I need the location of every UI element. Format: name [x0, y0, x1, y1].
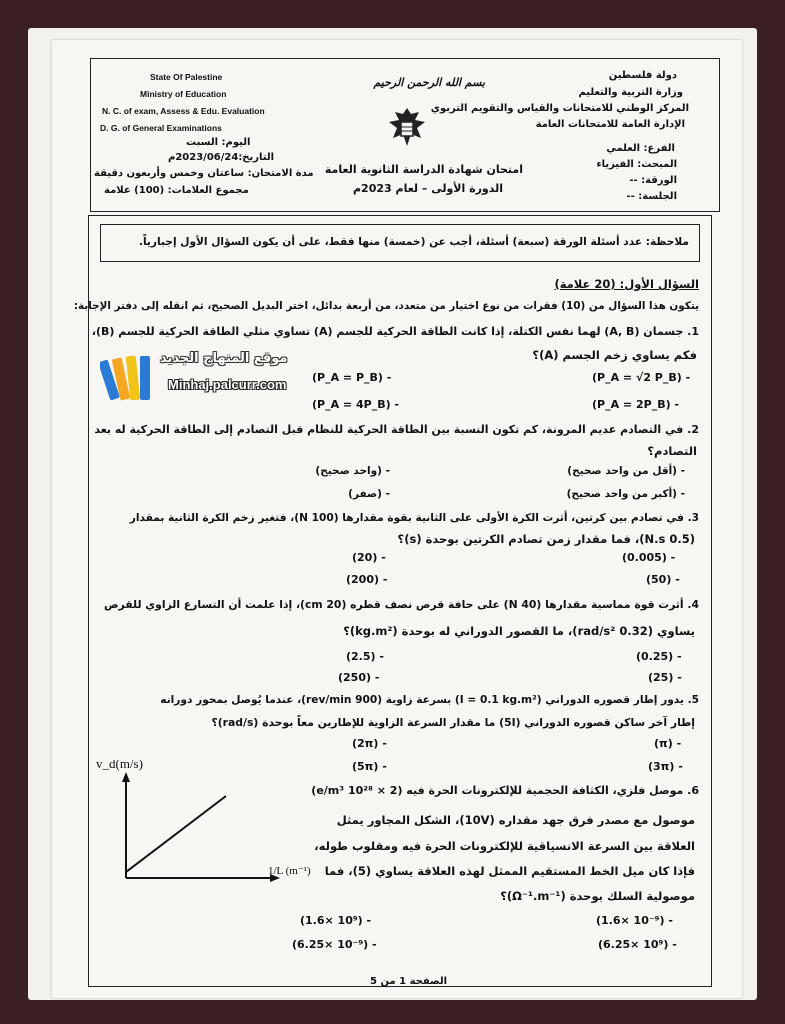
- q4-option: (0.25) -: [636, 650, 682, 663]
- q3-option: (0.005) -: [622, 551, 676, 564]
- q3-option: (200) -: [346, 573, 388, 586]
- q4-option: (25) -: [648, 671, 682, 684]
- palestine-eagle-emblem-icon: [384, 104, 430, 150]
- data-line: [126, 796, 226, 872]
- header-en-line: Ministry of Education: [140, 89, 227, 99]
- q4-line1: 4. أثرت قوة مماسية مقدارها (40 N) على حافة قرص نصف قطره (20 cm)، إذا علمت أن التسارع الزاوي للقرص: [104, 598, 699, 611]
- q5-line1: 5. يدور إطار قصوره الدوراني (I = 0.1 kg.m²) بسرعة زاوية (900 rev/min)، عندما يُوصل بمحور دورانه: [160, 694, 699, 706]
- header-ar-line: دولة فلسطين: [608, 70, 677, 81]
- basmala: بسم الله الرحمن الرحيم: [373, 76, 485, 89]
- question-intro: يتكون هذا السؤال من (10) فقرات من نوع اختيار من متعدد، من أربعة بدائل، اختر البديل الصحيح، ثم انقله إلى دفتر الإجابة:: [73, 300, 699, 312]
- q5-option: (2π) -: [352, 737, 387, 750]
- q6-line5: موصولية السلك بوحدة (Ω⁻¹.m⁻¹)؟: [500, 889, 695, 903]
- q6-line3: العلاقة بين السرعة الانسياقية للإلكترونات الحرة فيه ومقلوب طوله،: [314, 839, 695, 853]
- q4-line2: يساوي (0.32 rad/s²)، ما القصور الدوراني له بوحدة (kg.m²)؟: [343, 624, 695, 638]
- note-text: ملاحظة: عدد أسئلة الورقة (سبعة) أسئلة، أجب عن (خمسة) منها فقط، على أن يكون السؤال الأول إجبارياً.: [138, 236, 689, 248]
- q1-option: (P_A = 2P_B) -: [592, 398, 680, 411]
- branch: الفرع: العلمي: [606, 143, 675, 154]
- q2-line1: 2. في التصادم عديم المرونة، كم تكون النسبة بين الطاقة الحركية للنظام قبل التصادم إلى الطاقة الحركية له بعد: [94, 423, 699, 436]
- y-axis-arrow-icon: [122, 772, 130, 782]
- q5-line2: إطار آخر ساكن قصوره الدوراني (5I) ما مقدار السرعة الزاوية للإطارين معاً بوحدة (rad/s)؟: [211, 716, 695, 729]
- exam-duration: مدة الامتحان: ساعتان وخمس وأربعون دقيقة: [94, 168, 314, 179]
- minhaj-logo-icon: [100, 350, 158, 408]
- exam-title: امتحان شهادة الدراسة الثانوية العامة: [324, 163, 523, 176]
- q4-option: (250) -: [338, 671, 380, 684]
- page-number: الصفحة 1 من 5: [370, 976, 448, 987]
- q3-line2: (0.5 N.s)، فما مقدار زمن تصادم الكرتين بوحدة (s)؟: [397, 532, 695, 546]
- header-en-line: D. G. of General Examinations: [100, 123, 222, 133]
- subject: المبحث: الفيزياء: [596, 159, 677, 170]
- q2-option: - (صفر): [348, 488, 390, 500]
- q2-option: - (أقل من واحد صحيح): [567, 465, 685, 477]
- q5-option: (3π) -: [648, 760, 683, 773]
- paper-number: الورقة: --: [629, 175, 677, 186]
- exam-session: الدورة الأولى – لعام 2023م: [352, 182, 503, 195]
- q1-option: (P_A = P_B) -: [312, 371, 392, 384]
- q1-option: (P_A = √2 P_B) -: [592, 371, 691, 384]
- q3-option: (20) -: [352, 551, 386, 564]
- q2-option: - (أكبر من واحد صحيح): [566, 488, 685, 500]
- sitting: الجلسة: --: [626, 191, 677, 202]
- header-en-line: State Of Palestine: [150, 72, 223, 82]
- q1-line2: فكم يساوي زخم الجسم (A)؟: [532, 348, 697, 362]
- watermark-url: Minhaj.palcurr.com: [168, 377, 287, 392]
- q2-line2: التصادم؟: [647, 444, 697, 458]
- total-marks: مجموع العلامات: (100) علامة: [104, 185, 249, 196]
- q2-option: - (واحد صحيح): [315, 465, 390, 477]
- vd-vs-inverse-length-graph: [94, 760, 324, 890]
- q6-option: (6.25× 10⁹) -: [598, 938, 677, 951]
- q4-option: (2.5) -: [346, 650, 384, 663]
- exam-day: اليوم: السبت: [186, 137, 251, 148]
- question-title: السؤال الأول: (20 علامة): [554, 277, 699, 291]
- exam-date: التاريخ:2023/06/24م: [168, 152, 275, 163]
- q3-line1: 3. في تصادم بين كرتين، أثرت الكرة الأولى على الثانية بقوة مقدارها (100 N)، فتغير زخم الكرة الثانية بمقدار: [129, 512, 699, 524]
- q5-option: (π) -: [654, 737, 682, 750]
- q6-line2: موصول مع مصدر فرق جهد مقداره (10V)، الشكل المجاور يمثل: [336, 813, 695, 827]
- q6-option: (1.6× 10⁹) -: [300, 914, 372, 927]
- header-ar-line: الإدارة العامة للامتحانات العامة: [535, 119, 685, 130]
- q5-option: (5π) -: [352, 760, 387, 773]
- q6-line4: فإذا كان ميل الخط المستقيم الممثل لهذه العلاقة يساوي (5)، فما: [324, 864, 695, 878]
- q1-line1: 1. جسمان (A, B) لهما نفس الكتلة، إذا كانت الطاقة الحركية للجسم (A) تساوي مثلي الطاقة الحركية للجسم (B)،: [91, 325, 699, 338]
- q6-line1: 6. موصل فلزي، الكثافة الحجمية للإلكترونات الحرة فيه (2 × 10²⁸ e/m³): [311, 784, 699, 797]
- q6-option: (1.6× 10⁻⁹) -: [596, 914, 673, 927]
- header-ar-line: وزارة التربية والتعليم: [578, 87, 683, 98]
- graph-y-label: v_d(m/s): [96, 760, 143, 771]
- q3-option: (50) -: [646, 573, 680, 586]
- q1-option: (P_A = 4P_B) -: [312, 398, 400, 411]
- graph-x-label: 1/L (m⁻¹): [268, 865, 311, 877]
- header-ar-line: المركز الوطني للامتحانات والقياس والتقويم التربوي: [430, 103, 689, 114]
- watermark-arabic: موقع المنهاج الجديد: [160, 351, 288, 366]
- header-en-line: N. C. of exam, Assess & Edu. Evaluation: [102, 106, 265, 116]
- q6-option: (6.25× 10⁻⁹) -: [292, 938, 377, 951]
